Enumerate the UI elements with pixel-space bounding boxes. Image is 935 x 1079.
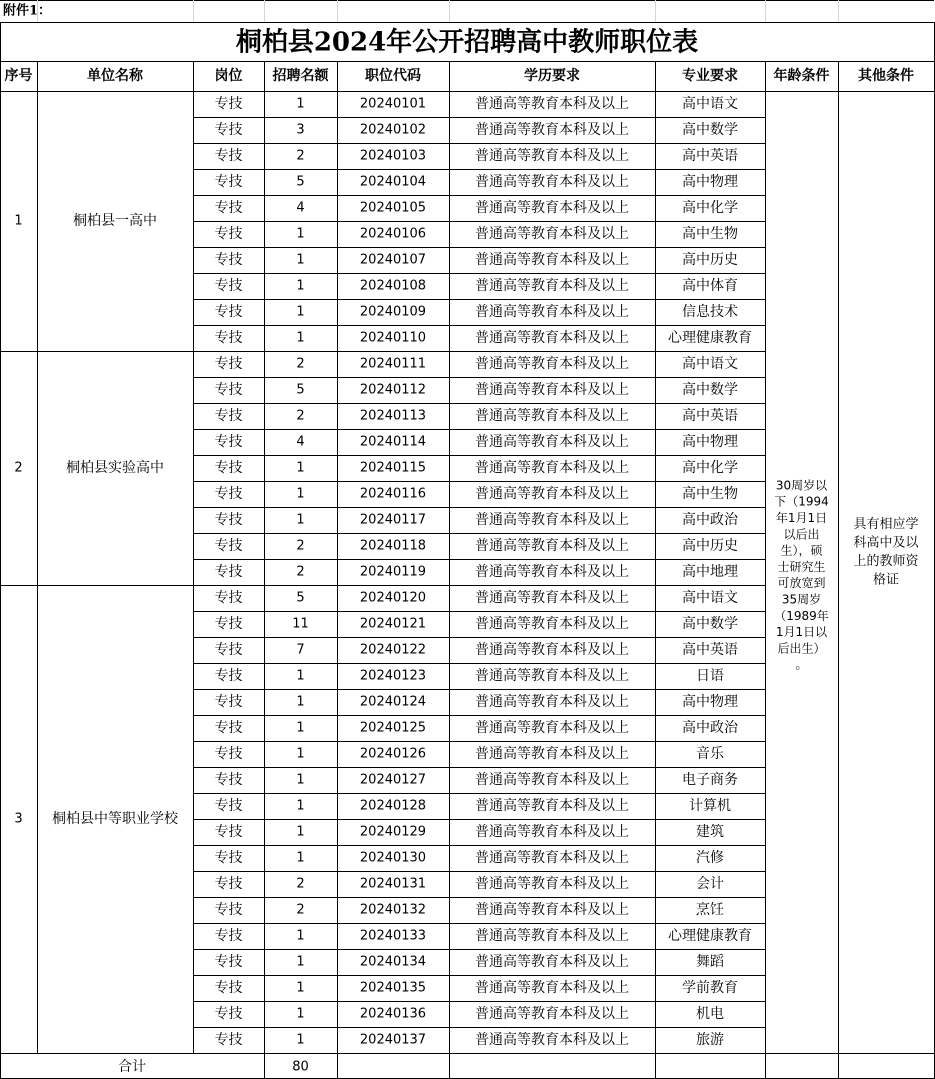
cell-major: 高中物理 (682, 174, 738, 190)
cell-quota: 5 (296, 382, 305, 398)
cell-code: 20240107 (359, 252, 427, 268)
cell-major: 高中历史 (682, 252, 738, 268)
cell-post: 专技 (214, 434, 243, 450)
cell-quota: 1 (296, 96, 305, 112)
unit-seq: 2 (14, 460, 23, 476)
cell-code: 20240119 (359, 564, 427, 580)
cell-quota: 5 (296, 174, 305, 190)
cell-major: 烹饪 (696, 902, 724, 918)
cell-post: 专技 (214, 564, 243, 580)
cell-post: 专技 (214, 1006, 243, 1022)
cell-code: 20240112 (359, 382, 427, 398)
age-condition-line: 1月1日以 (775, 625, 828, 640)
cell-code: 20240116 (359, 486, 427, 502)
cell-major: 心理健康教育 (668, 928, 752, 944)
cell-major: 高中体育 (682, 278, 738, 294)
cell-code: 20240103 (359, 148, 427, 164)
cell-quota: 1 (296, 850, 305, 866)
cell-code: 20240132 (359, 902, 427, 918)
cell-major: 高中英语 (682, 408, 738, 424)
cell-education: 普通高等教育本科及以上 (475, 642, 629, 658)
cell-education: 普通高等教育本科及以上 (475, 330, 629, 346)
cell-post: 专技 (214, 616, 243, 632)
header-unit: 单位名称 (87, 68, 143, 84)
header-major: 专业要求 (682, 68, 738, 84)
cell-major: 高中生物 (682, 226, 738, 242)
cell-code: 20240122 (359, 642, 427, 658)
cell-post: 专技 (214, 96, 243, 112)
cell-education: 普通高等教育本科及以上 (475, 434, 629, 450)
cell-quota: 1 (296, 668, 305, 684)
cell-code: 20240129 (359, 824, 427, 840)
cell-education: 普通高等教育本科及以上 (475, 720, 629, 736)
cell-education: 普通高等教育本科及以上 (475, 460, 629, 476)
cell-post: 专技 (214, 902, 243, 918)
cell-major: 高中化学 (682, 200, 738, 216)
header-age: 年龄条件 (773, 68, 830, 84)
cell-post: 专技 (214, 694, 243, 710)
cell-post: 专技 (214, 772, 243, 788)
cell-education: 普通高等教育本科及以上 (475, 564, 629, 580)
cell-major: 高中物理 (682, 434, 738, 450)
cell-quota: 1 (296, 460, 305, 476)
cell-post: 专技 (214, 226, 243, 242)
other-condition-line: 科高中及以 (853, 535, 919, 551)
cell-post: 专技 (214, 382, 243, 398)
cell-major: 高中数学 (682, 616, 738, 632)
cell-code: 20240106 (359, 226, 427, 242)
cell-quota: 1 (296, 1032, 305, 1048)
cell-quota: 2 (296, 538, 305, 554)
cell-education: 普通高等教育本科及以上 (475, 590, 629, 606)
cell-quota: 1 (296, 512, 305, 528)
cell-post: 专技 (214, 486, 243, 502)
cell-education: 普通高等教育本科及以上 (475, 226, 629, 242)
cell-code: 20240126 (359, 746, 427, 762)
cell-major: 建筑 (696, 824, 724, 840)
cell-quota: 3 (296, 122, 305, 138)
cell-post: 专技 (214, 512, 243, 528)
cell-major: 日语 (696, 668, 724, 684)
cell-quota: 1 (296, 1006, 305, 1022)
cell-quota: 2 (296, 902, 305, 918)
cell-major: 高中英语 (682, 148, 738, 164)
cell-post: 专技 (214, 824, 243, 840)
cell-major: 汽修 (696, 850, 724, 866)
cell-code: 20240133 (359, 928, 427, 944)
cell-education: 普通高等教育本科及以上 (475, 1032, 629, 1048)
cell-education: 普通高等教育本科及以上 (475, 850, 629, 866)
cell-post: 专技 (214, 720, 243, 736)
attachment-label: 附件1： (3, 3, 52, 19)
cell-code: 20240114 (359, 434, 427, 450)
cell-quota: 2 (296, 148, 305, 164)
cell-education: 普通高等教育本科及以上 (475, 356, 629, 372)
cell-quota: 1 (296, 226, 305, 242)
unit-seq: 3 (14, 811, 23, 827)
cell-education: 普通高等教育本科及以上 (475, 278, 629, 294)
cell-quota: 2 (296, 408, 305, 424)
other-condition-line: 上的教师资 (853, 553, 919, 569)
cell-code: 20240123 (359, 668, 427, 684)
cell-code: 20240135 (359, 980, 427, 996)
age-condition-line: 。 (795, 657, 808, 672)
cell-major: 高中语文 (682, 356, 738, 372)
cell-post: 专技 (214, 668, 243, 684)
cell-code: 20240102 (359, 122, 427, 138)
cell-quota: 1 (296, 486, 305, 502)
header-quota: 招聘名额 (272, 68, 329, 84)
age-condition-line: 后出生） (777, 641, 826, 656)
cell-code: 20240121 (359, 616, 427, 632)
cell-post: 专技 (214, 798, 243, 814)
cell-quota: 1 (296, 278, 305, 294)
cell-code: 20240128 (359, 798, 427, 814)
cell-code: 20240130 (359, 850, 427, 866)
cell-major: 高中数学 (682, 382, 738, 398)
cell-code: 20240118 (359, 538, 427, 554)
cell-code: 20240136 (359, 1006, 427, 1022)
cell-education: 普通高等教育本科及以上 (475, 798, 629, 814)
cell-code: 20240137 (359, 1032, 427, 1048)
cell-post: 专技 (214, 642, 243, 658)
age-condition-line: 35周岁 (781, 592, 822, 607)
cell-code: 20240115 (359, 460, 427, 476)
total-label: 合计 (118, 1059, 146, 1075)
header-education: 学历要求 (524, 68, 580, 84)
cell-education: 普通高等教育本科及以上 (475, 96, 629, 112)
cell-post: 专技 (214, 954, 243, 970)
cell-education: 普通高等教育本科及以上 (475, 1006, 629, 1022)
cell-major: 高中物理 (682, 694, 738, 710)
age-condition-line: （1989年 (774, 608, 829, 623)
cell-code: 20240120 (359, 590, 427, 606)
cell-code: 20240108 (359, 278, 427, 294)
cell-education: 普通高等教育本科及以上 (475, 486, 629, 502)
cell-post: 专技 (214, 304, 243, 320)
cell-code: 20240125 (359, 720, 427, 736)
cell-education: 普通高等教育本科及以上 (475, 616, 629, 632)
cell-quota: 1 (296, 694, 305, 710)
age-condition-line: 生），硕 (780, 543, 823, 558)
cell-major: 高中地理 (682, 564, 738, 580)
cell-education: 普通高等教育本科及以上 (475, 252, 629, 268)
cell-code: 20240105 (359, 200, 427, 216)
cell-quota: 1 (296, 330, 305, 346)
cell-education: 普通高等教育本科及以上 (475, 668, 629, 684)
cell-major: 高中数学 (682, 122, 738, 138)
cell-quota: 11 (292, 616, 309, 632)
age-condition-line: 以后出 (783, 527, 820, 542)
cell-code: 20240104 (359, 174, 427, 190)
cell-major: 学前教育 (682, 980, 738, 996)
cell-post: 专技 (214, 538, 243, 554)
cell-quota: 2 (296, 876, 305, 892)
cell-quota: 1 (296, 772, 305, 788)
cell-post: 专技 (214, 408, 243, 424)
cell-post: 专技 (214, 252, 243, 268)
cell-quota: 2 (296, 356, 305, 372)
cell-education: 普通高等教育本科及以上 (475, 512, 629, 528)
cell-major: 高中化学 (682, 460, 738, 476)
other-condition-line: 具有相应学 (853, 516, 919, 532)
cell-post: 专技 (214, 876, 243, 892)
cell-code: 20240111 (359, 356, 427, 372)
unit-seq: 1 (14, 213, 23, 229)
header-code: 职位代码 (365, 68, 421, 84)
cell-major: 旅游 (696, 1032, 724, 1048)
cell-post: 专技 (214, 330, 243, 346)
cell-major: 高中语文 (682, 96, 738, 112)
cell-quota: 2 (296, 564, 305, 580)
cell-quota: 1 (296, 928, 305, 944)
cell-education: 普通高等教育本科及以上 (475, 824, 629, 840)
cell-post: 专技 (214, 850, 243, 866)
cell-post: 专技 (214, 590, 243, 606)
cell-major: 计算机 (689, 798, 731, 814)
cell-major: 高中政治 (682, 720, 738, 736)
cell-major: 心理健康教育 (668, 330, 752, 346)
cell-quota: 1 (296, 980, 305, 996)
age-condition-line: 下（1994 (774, 494, 829, 509)
cell-education: 普通高等教育本科及以上 (475, 200, 629, 216)
cell-quota: 1 (296, 746, 305, 762)
cell-major: 高中政治 (682, 512, 738, 528)
cell-quota: 1 (296, 954, 305, 970)
cell-major: 电子商务 (682, 772, 738, 788)
age-condition-line: 可放宽到 (777, 576, 826, 591)
cell-education: 普通高等教育本科及以上 (475, 174, 629, 190)
total-value: 80 (292, 1059, 309, 1075)
unit-name: 桐柏县实验高中 (66, 460, 164, 476)
other-condition-line: 格证 (872, 572, 900, 588)
cell-post: 专技 (214, 200, 243, 216)
cell-code: 20240117 (359, 512, 427, 528)
cell-education: 普通高等教育本科及以上 (475, 538, 629, 554)
unit-name: 桐柏县中等职业学校 (52, 811, 178, 827)
cell-education: 普通高等教育本科及以上 (475, 746, 629, 762)
cell-major: 机电 (696, 1006, 724, 1022)
cell-quota: 1 (296, 252, 305, 268)
cell-quota: 1 (296, 798, 305, 814)
age-condition-line: 30周岁以 (775, 478, 828, 493)
cell-major: 会计 (696, 876, 724, 892)
cell-code: 20240134 (359, 954, 427, 970)
cell-post: 专技 (214, 278, 243, 294)
cell-post: 专技 (214, 928, 243, 944)
cell-post: 专技 (214, 746, 243, 762)
cell-post: 专技 (214, 980, 243, 996)
cell-post: 专技 (214, 122, 243, 138)
cell-post: 专技 (214, 356, 243, 372)
cell-post: 专技 (214, 148, 243, 164)
cell-post: 专技 (214, 174, 243, 190)
cell-education: 普通高等教育本科及以上 (475, 928, 629, 944)
cell-quota: 7 (296, 642, 305, 658)
cell-education: 普通高等教育本科及以上 (475, 304, 629, 320)
cell-education: 普通高等教育本科及以上 (475, 772, 629, 788)
cell-code: 20240113 (359, 408, 427, 424)
cell-code: 20240127 (359, 772, 427, 788)
unit-name: 桐柏县一高中 (73, 213, 157, 229)
cell-major: 高中生物 (682, 486, 738, 502)
cell-quota: 4 (296, 200, 305, 216)
cell-education: 普通高等教育本科及以上 (475, 954, 629, 970)
cell-code: 20240109 (359, 304, 427, 320)
header-other: 其他条件 (858, 68, 914, 84)
cell-code: 20240131 (359, 876, 427, 892)
cell-major: 音乐 (696, 746, 724, 762)
header-post: 岗位 (214, 68, 243, 84)
cell-major: 舞蹈 (696, 954, 724, 970)
cell-major: 信息技术 (682, 304, 738, 320)
cell-education: 普通高等教育本科及以上 (475, 122, 629, 138)
cell-education: 普通高等教育本科及以上 (475, 902, 629, 918)
cell-post: 专技 (214, 460, 243, 476)
cell-education: 普通高等教育本科及以上 (475, 980, 629, 996)
cell-major: 高中语文 (682, 590, 738, 606)
cell-post: 专技 (214, 1032, 243, 1048)
cell-education: 普通高等教育本科及以上 (475, 408, 629, 424)
cell-education: 普通高等教育本科及以上 (475, 876, 629, 892)
cell-quota: 1 (296, 824, 305, 840)
cell-quota: 1 (296, 720, 305, 736)
cell-quota: 4 (296, 434, 305, 450)
cell-education: 普通高等教育本科及以上 (475, 694, 629, 710)
cell-code: 20240101 (359, 96, 427, 112)
cell-code: 20240110 (359, 330, 427, 346)
cell-quota: 1 (296, 304, 305, 320)
cell-education: 普通高等教育本科及以上 (475, 148, 629, 164)
header-seq: 序号 (4, 68, 33, 84)
page-title: 桐柏县2024年公开招聘高中教师职位表 (235, 27, 699, 58)
age-condition-line: 士研究生 (777, 559, 826, 574)
cell-code: 20240124 (359, 694, 427, 710)
cell-major: 高中英语 (682, 642, 738, 658)
cell-quota: 5 (296, 590, 305, 606)
age-condition-line: 年1月1日 (775, 510, 828, 525)
cell-major: 高中历史 (682, 538, 738, 554)
cell-education: 普通高等教育本科及以上 (475, 382, 629, 398)
